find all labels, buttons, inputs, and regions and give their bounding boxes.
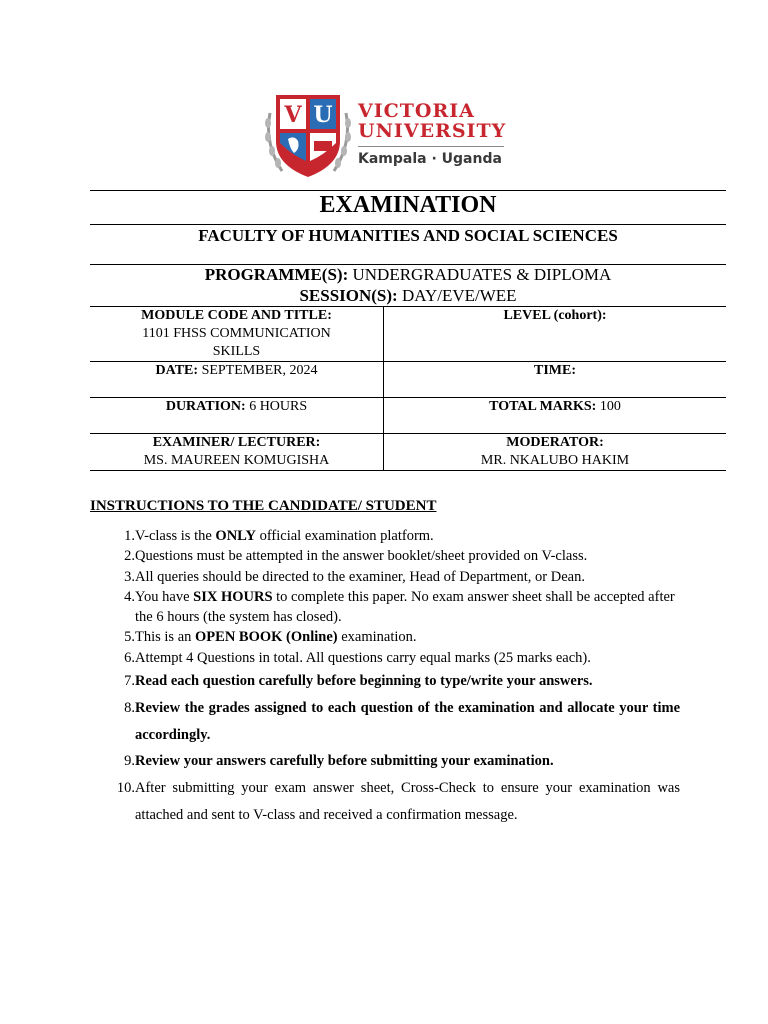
instruction-item: 8. Review the grades assigned to each question of the examination and allocate your time accordingly. — [124, 699, 680, 743]
session-label: SESSION(S): — [299, 286, 398, 305]
instruction-item: 2. Questions must be attempted in the answer booklet/sheet provided on V-class. — [124, 548, 588, 565]
instruction-item: 10. After submitting your exam answer sheet, Cross-Check to ensure your examination was attached and sent to V-class and received a confirmation message. — [116, 780, 680, 824]
university-logo — [262, 93, 512, 181]
module-cell — [90, 307, 384, 362]
instruction-item: 4. You have SIX HOURS to complete this paper. No exam answer sheet shall be accepted after the 6 hours (the system has closed). — [124, 588, 675, 626]
date-label: DATE: — [155, 363, 199, 378]
moderator-value: MR. NKALUBO HAKIM — [480, 453, 630, 468]
university-name-line2: UNIVERSITY — [358, 120, 507, 142]
instruction-item: 5. This is an OPEN BOOK (Online) examination. — [124, 629, 417, 646]
date-cell — [90, 362, 384, 398]
date-value: SEPTEMBER, 2024 — [201, 363, 318, 378]
duration-cell — [90, 398, 384, 434]
exam-info-table — [90, 306, 726, 471]
instruction-item: 7. Read each question carefully before beginning to type/write your answers. — [124, 673, 593, 690]
level-cell — [384, 307, 727, 362]
moderator-cell — [384, 434, 727, 471]
programme-line — [90, 265, 726, 285]
session-line — [90, 286, 726, 306]
header-rule-2 — [90, 224, 726, 225]
instructions-list — [90, 526, 680, 829]
examiner-cell — [90, 434, 384, 471]
examiner-value: MS. MAUREEN KOMUGISHA — [143, 453, 330, 468]
faculty-name: FACULTY OF HUMANITIES AND SOCIAL SCIENCES — [198, 226, 618, 245]
moderator-label: MODERATOR: — [506, 435, 604, 450]
total-marks-cell — [384, 398, 727, 434]
examiner-label: EXAMINER/ LECTURER: — [152, 435, 321, 450]
time-cell — [384, 362, 727, 398]
instructions-heading: INSTRUCTIONS TO THE CANDIDATE/ STUDENT — [90, 498, 437, 514]
header-rule-top — [90, 190, 726, 191]
programme-label: PROGRAMME(S): — [204, 265, 349, 284]
module-value: 1101 FHSS COMMUNICATION SKILLS — [142, 326, 331, 359]
programme-value: UNDERGRADUATES & DIPLOMA — [352, 265, 612, 284]
total-marks-label: TOTAL MARKS: — [489, 399, 597, 414]
instruction-item: 1. V-class is the ONLY official examination platform. — [124, 528, 434, 544]
duration-value: 6 HOURS — [249, 399, 308, 414]
university-location: Kampala · Uganda — [358, 151, 502, 167]
logo-divider — [358, 146, 504, 147]
duration-label: DURATION: — [165, 399, 246, 414]
level-label: LEVEL (cohort): — [503, 308, 607, 323]
instruction-item: 3. All queries should be directed to the examiner, Head of Department, or Dean. — [124, 568, 585, 585]
svg-text:V: V — [284, 102, 302, 128]
session-value: DAY/EVE/WEE — [401, 286, 517, 305]
university-crest-icon — [262, 93, 354, 181]
university-name — [358, 101, 506, 141]
total-marks-value: 100 — [599, 399, 621, 414]
module-label: MODULE CODE AND TITLE: — [141, 308, 332, 323]
instruction-item: 6. Attempt 4 Questions in total. All questions carry equal marks (25 marks each). — [124, 649, 591, 666]
time-label: TIME: — [534, 363, 576, 378]
university-name-line1: VICTORIA — [358, 100, 475, 122]
svg-text:U: U — [313, 102, 333, 128]
exam-title: EXAMINATION — [319, 192, 497, 218]
instruction-item: 9. Review your answers carefully before submitting your examination. — [124, 753, 554, 770]
